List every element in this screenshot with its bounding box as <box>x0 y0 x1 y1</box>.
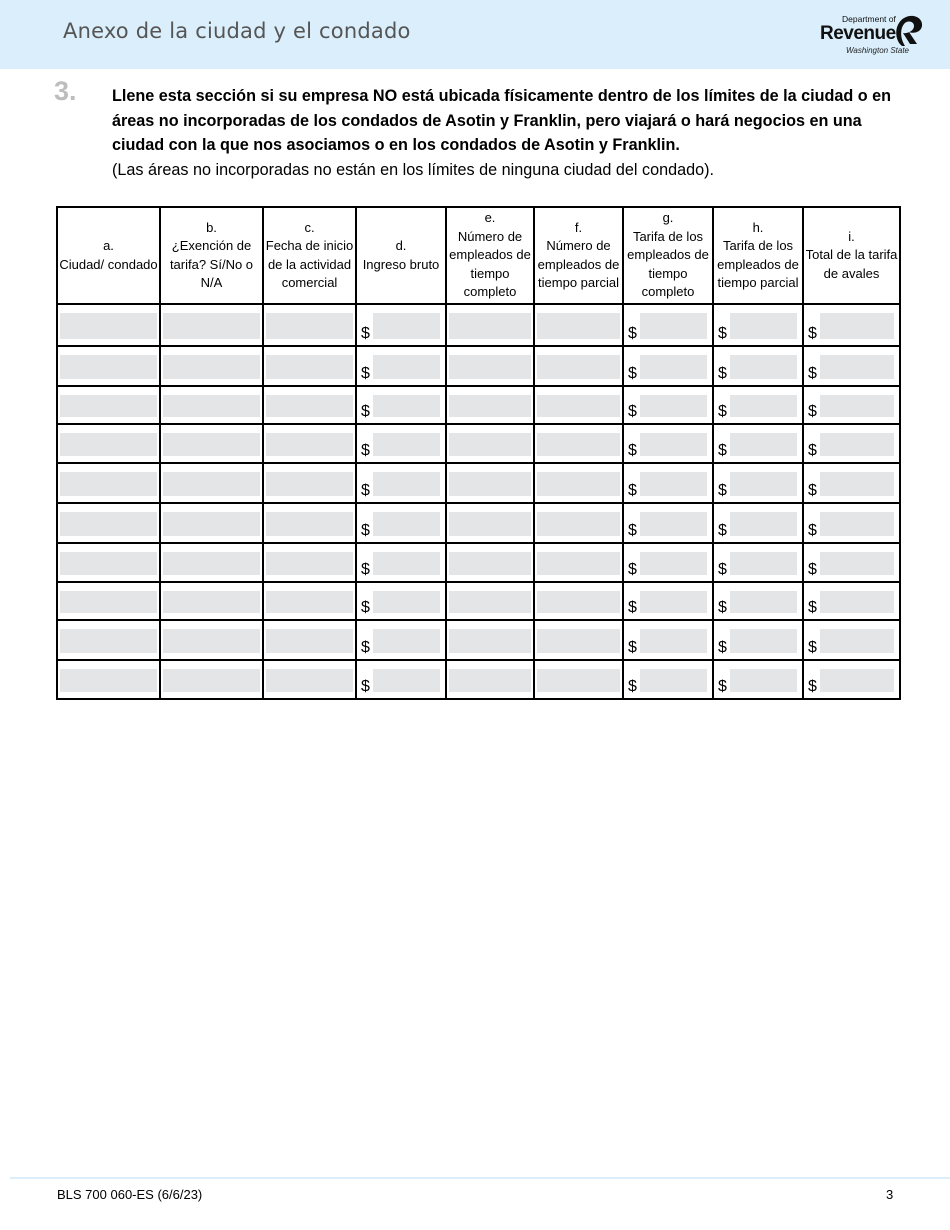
column-letter: f. <box>574 219 583 235</box>
input-field-g[interactable] <box>640 512 707 536</box>
input-field-c[interactable] <box>266 512 353 536</box>
dollar-sign: $ <box>808 403 817 420</box>
dollar-sign: $ <box>808 678 817 695</box>
dollar-sign: $ <box>361 442 370 459</box>
dollar-sign: $ <box>808 482 817 499</box>
cell-f <box>534 620 623 660</box>
input-field-f[interactable] <box>537 591 620 613</box>
column-label: Tarifa de los empleados de tiempo parcial <box>717 238 799 290</box>
cell-b <box>160 386 263 424</box>
instruction-note: (Las áreas no incorporadas no están en los límites de ninguna ciudad del condado). <box>112 160 715 179</box>
cell-f <box>534 304 623 346</box>
dollar-sign: $ <box>808 365 817 382</box>
dollar-sign: $ <box>808 599 817 616</box>
dollar-sign: $ <box>718 639 727 656</box>
input-field-f[interactable] <box>537 669 620 692</box>
dollar-sign: $ <box>361 365 370 382</box>
input-field-h[interactable] <box>730 591 797 613</box>
input-field-h[interactable] <box>730 433 797 456</box>
dollar-sign: $ <box>718 482 727 499</box>
input-field-g[interactable] <box>640 552 707 575</box>
dollar-sign: $ <box>808 561 817 578</box>
footer-divider <box>10 1177 950 1179</box>
cell-i <box>803 304 900 346</box>
input-field-b[interactable] <box>163 629 260 653</box>
input-field-a[interactable] <box>60 669 157 692</box>
dollar-sign: $ <box>361 561 370 578</box>
dollar-sign: $ <box>718 442 727 459</box>
dollar-sign: $ <box>718 365 727 382</box>
input-field-h[interactable] <box>730 669 797 692</box>
input-field-f[interactable] <box>537 552 620 575</box>
dollar-sign: $ <box>361 325 370 342</box>
cell-h <box>713 386 803 424</box>
dollar-sign: $ <box>628 561 637 578</box>
input-field-g[interactable] <box>640 591 707 613</box>
cell-c <box>263 304 356 346</box>
input-field-g[interactable] <box>640 313 707 339</box>
dollar-sign: $ <box>718 522 727 539</box>
cell-b <box>160 346 263 386</box>
input-field-i[interactable] <box>820 355 894 379</box>
section-instructions <box>112 84 902 182</box>
column-header-e <box>446 207 534 304</box>
table-header-row <box>57 207 900 304</box>
dollar-sign: $ <box>361 639 370 656</box>
input-field-b[interactable] <box>163 313 260 339</box>
column-letter: e. <box>484 210 496 226</box>
input-field-e[interactable] <box>449 472 531 496</box>
cell-c <box>263 543 356 582</box>
cell-i <box>803 582 900 620</box>
input-field-e[interactable] <box>449 512 531 536</box>
form-id: BLS 700 060-ES (6/6/23) <box>57 1187 203 1202</box>
cell-d <box>356 543 446 582</box>
dollar-sign: $ <box>628 599 637 616</box>
dollar-sign: $ <box>361 678 370 695</box>
cell-a <box>57 582 160 620</box>
input-field-h[interactable] <box>730 313 797 339</box>
dor-swoosh-icon <box>892 14 924 48</box>
input-field-b[interactable] <box>163 395 260 417</box>
cell-c <box>263 424 356 463</box>
column-header-d <box>356 207 446 304</box>
dollar-sign: $ <box>808 325 817 342</box>
input-field-a[interactable] <box>60 433 157 456</box>
cell-d <box>356 424 446 463</box>
input-field-b[interactable] <box>163 355 260 379</box>
cell-g <box>623 386 713 424</box>
cell-b <box>160 503 263 543</box>
input-field-d[interactable] <box>373 355 440 379</box>
input-field-i[interactable] <box>820 629 894 653</box>
cell-b <box>160 463 263 503</box>
input-field-c[interactable] <box>266 355 353 379</box>
input-field-i[interactable] <box>820 552 894 575</box>
column-label: Total de la tarifa de avales <box>805 247 898 281</box>
cell-h <box>713 543 803 582</box>
input-field-e[interactable] <box>449 355 531 379</box>
cell-i <box>803 503 900 543</box>
cell-b <box>160 620 263 660</box>
cell-d <box>356 503 446 543</box>
cell-c <box>263 620 356 660</box>
dollar-sign: $ <box>718 325 727 342</box>
cell-h <box>713 463 803 503</box>
dollar-sign: $ <box>628 365 637 382</box>
column-letter: c. <box>304 219 315 235</box>
cell-i <box>803 386 900 424</box>
cell-c <box>263 660 356 699</box>
column-letter: h. <box>752 219 764 235</box>
input-field-h[interactable] <box>730 512 797 536</box>
cell-f <box>534 424 623 463</box>
cell-f <box>534 503 623 543</box>
input-field-a[interactable] <box>60 472 157 496</box>
input-field-e[interactable] <box>449 669 531 692</box>
cell-d <box>356 386 446 424</box>
column-label: Fecha de inicio de la actividad comercial <box>265 238 354 290</box>
dollar-sign: $ <box>361 403 370 420</box>
input-field-h[interactable] <box>730 629 797 653</box>
input-field-a[interactable] <box>60 512 157 536</box>
cell-g <box>623 543 713 582</box>
table-row <box>57 424 900 463</box>
cell-d <box>356 463 446 503</box>
logo-line-revenue: Revenue <box>820 23 896 44</box>
cell-g <box>623 304 713 346</box>
dor-logo <box>818 13 928 59</box>
cell-g <box>623 620 713 660</box>
cell-f <box>534 346 623 386</box>
table-row <box>57 304 900 346</box>
input-field-c[interactable] <box>266 395 353 417</box>
input-field-i[interactable] <box>820 512 894 536</box>
cell-a <box>57 463 160 503</box>
city-county-table <box>56 206 901 700</box>
cell-h <box>713 582 803 620</box>
page-header <box>0 0 950 69</box>
dollar-sign: $ <box>718 561 727 578</box>
cell-i <box>803 543 900 582</box>
cell-h <box>713 660 803 699</box>
input-field-c[interactable] <box>266 552 353 575</box>
column-label: Ingreso bruto <box>362 256 440 272</box>
dollar-sign: $ <box>718 678 727 695</box>
table-row <box>57 463 900 503</box>
input-field-b[interactable] <box>163 512 260 536</box>
page-number: 3 <box>886 1187 894 1202</box>
table-row <box>57 386 900 424</box>
cell-g <box>623 463 713 503</box>
dollar-sign: $ <box>808 639 817 656</box>
input-field-e[interactable] <box>449 313 531 339</box>
dollar-sign: $ <box>808 522 817 539</box>
cell-a <box>57 503 160 543</box>
input-field-e[interactable] <box>449 629 531 653</box>
input-field-f[interactable] <box>537 313 620 339</box>
cell-h <box>713 304 803 346</box>
input-field-c[interactable] <box>266 433 353 456</box>
input-field-g[interactable] <box>640 472 707 496</box>
input-field-a[interactable] <box>60 355 157 379</box>
cell-e <box>446 304 534 346</box>
cell-a <box>57 620 160 660</box>
cell-e <box>446 386 534 424</box>
table-row <box>57 503 900 543</box>
input-field-c[interactable] <box>266 669 353 692</box>
cell-g <box>623 582 713 620</box>
column-letter: a. <box>103 238 114 253</box>
dollar-sign: $ <box>628 482 637 499</box>
column-header-h <box>713 207 803 304</box>
input-field-f[interactable] <box>537 395 620 417</box>
input-field-i[interactable] <box>820 472 894 496</box>
input-field-b[interactable] <box>163 472 260 496</box>
cell-e <box>446 503 534 543</box>
input-field-f[interactable] <box>537 433 620 456</box>
cell-e <box>446 620 534 660</box>
input-field-a[interactable] <box>60 313 157 339</box>
cell-c <box>263 582 356 620</box>
column-label: Tarifa de los empleados de tiempo completo <box>627 228 709 300</box>
table-row <box>57 660 900 699</box>
cell-a <box>57 543 160 582</box>
table-row <box>57 346 900 386</box>
cell-h <box>713 424 803 463</box>
input-field-f[interactable] <box>537 355 620 379</box>
dollar-sign: $ <box>628 678 637 695</box>
column-label: Ciudad/ condado <box>59 256 158 272</box>
input-field-i[interactable] <box>820 313 894 339</box>
cell-c <box>263 346 356 386</box>
cell-h <box>713 620 803 660</box>
cell-d <box>356 660 446 699</box>
input-field-g[interactable] <box>640 433 707 456</box>
cell-h <box>713 346 803 386</box>
logo-line-department: Department of <box>842 14 896 24</box>
column-letter: b. <box>206 219 217 235</box>
dollar-sign: $ <box>718 403 727 420</box>
input-field-i[interactable] <box>820 591 894 613</box>
input-field-h[interactable] <box>730 395 797 417</box>
input-field-d[interactable] <box>373 552 440 575</box>
column-label: Número de empleados de tiempo completo <box>449 228 531 300</box>
cell-b <box>160 660 263 699</box>
cell-i <box>803 346 900 386</box>
cell-g <box>623 424 713 463</box>
column-letter: d. <box>395 238 407 253</box>
cell-d <box>356 582 446 620</box>
column-header-a <box>57 207 160 304</box>
input-field-b[interactable] <box>163 433 260 456</box>
cell-g <box>623 503 713 543</box>
input-field-e[interactable] <box>449 433 531 456</box>
cell-b <box>160 543 263 582</box>
table-row <box>57 582 900 620</box>
cell-c <box>263 503 356 543</box>
cell-f <box>534 582 623 620</box>
input-field-g[interactable] <box>640 629 707 653</box>
cell-d <box>356 304 446 346</box>
dollar-sign: $ <box>628 325 637 342</box>
input-field-e[interactable] <box>449 552 531 575</box>
input-field-h[interactable] <box>730 552 797 575</box>
column-header-c <box>263 207 356 304</box>
input-field-f[interactable] <box>537 512 620 536</box>
dollar-sign: $ <box>628 403 637 420</box>
cell-e <box>446 424 534 463</box>
dollar-sign: $ <box>628 442 637 459</box>
dollar-sign: $ <box>361 599 370 616</box>
cell-e <box>446 660 534 699</box>
cell-e <box>446 346 534 386</box>
cell-f <box>534 386 623 424</box>
input-field-e[interactable] <box>449 591 531 613</box>
input-field-b[interactable] <box>163 591 260 613</box>
table-row <box>57 543 900 582</box>
input-field-d[interactable] <box>373 433 440 456</box>
cell-h <box>713 503 803 543</box>
input-field-a[interactable] <box>60 591 157 613</box>
cell-d <box>356 346 446 386</box>
input-field-d[interactable] <box>373 629 440 653</box>
column-header-b <box>160 207 263 304</box>
cell-d <box>356 620 446 660</box>
input-field-g[interactable] <box>640 355 707 379</box>
cell-e <box>446 463 534 503</box>
cell-i <box>803 424 900 463</box>
input-field-h[interactable] <box>730 472 797 496</box>
input-field-i[interactable] <box>820 669 894 692</box>
input-field-d[interactable] <box>373 395 440 417</box>
cell-c <box>263 463 356 503</box>
column-header-f <box>534 207 623 304</box>
input-field-d[interactable] <box>373 472 440 496</box>
input-field-g[interactable] <box>640 669 707 692</box>
instruction-bold-text: Llene esta sección si su empresa NO está ubicada físicamente dentro de los límites de la ciudad o en áreas no incorporadas de los condados de Asotin y Franklin, pero viajará o hará negocios en una ciudad con la que nos asociamos o en los condados de Asotin y Franklin. <box>112 87 892 154</box>
dollar-sign: $ <box>808 442 817 459</box>
cell-f <box>534 463 623 503</box>
dollar-sign: $ <box>628 639 637 656</box>
input-field-a[interactable] <box>60 552 157 575</box>
cell-a <box>57 386 160 424</box>
cell-b <box>160 304 263 346</box>
table-body <box>57 304 900 699</box>
input-field-d[interactable] <box>373 313 440 339</box>
column-header-i <box>803 207 900 304</box>
input-field-f[interactable] <box>537 472 620 496</box>
cell-e <box>446 582 534 620</box>
input-field-c[interactable] <box>266 313 353 339</box>
input-field-c[interactable] <box>266 629 353 653</box>
input-field-i[interactable] <box>820 395 894 417</box>
input-field-h[interactable] <box>730 355 797 379</box>
input-field-i[interactable] <box>820 433 894 456</box>
cell-c <box>263 386 356 424</box>
cell-a <box>57 346 160 386</box>
cell-f <box>534 543 623 582</box>
input-field-a[interactable] <box>60 395 157 417</box>
dollar-sign: $ <box>361 522 370 539</box>
input-field-c[interactable] <box>266 591 353 613</box>
cell-g <box>623 660 713 699</box>
input-field-b[interactable] <box>163 669 260 692</box>
column-label: Número de empleados de tiempo parcial <box>537 238 620 290</box>
dollar-sign: $ <box>718 599 727 616</box>
cell-g <box>623 346 713 386</box>
input-field-d[interactable] <box>373 512 440 536</box>
cell-i <box>803 463 900 503</box>
cell-b <box>160 582 263 620</box>
column-header-g <box>623 207 713 304</box>
table-row <box>57 620 900 660</box>
column-letter: g. <box>662 210 674 226</box>
cell-f <box>534 660 623 699</box>
dollar-sign: $ <box>361 482 370 499</box>
column-letter: i. <box>848 228 855 244</box>
column-label: ¿Exención de tarifa? Sí/No o N/A <box>169 238 254 290</box>
cell-e <box>446 543 534 582</box>
input-field-c[interactable] <box>266 472 353 496</box>
cell-b <box>160 424 263 463</box>
section-number: 3. <box>54 76 77 106</box>
input-field-a[interactable] <box>60 629 157 653</box>
input-field-g[interactable] <box>640 395 707 417</box>
input-field-b[interactable] <box>163 552 260 575</box>
cell-i <box>803 660 900 699</box>
cell-i <box>803 620 900 660</box>
input-field-d[interactable] <box>373 669 440 692</box>
page-title: Anexo de la ciudad y el condado <box>63 19 411 43</box>
input-field-f[interactable] <box>537 629 620 653</box>
dollar-sign: $ <box>628 522 637 539</box>
cell-a <box>57 424 160 463</box>
cell-a <box>57 660 160 699</box>
input-field-e[interactable] <box>449 395 531 417</box>
cell-a <box>57 304 160 346</box>
logo-line-state: Washington State <box>846 46 910 55</box>
input-field-d[interactable] <box>373 591 440 613</box>
